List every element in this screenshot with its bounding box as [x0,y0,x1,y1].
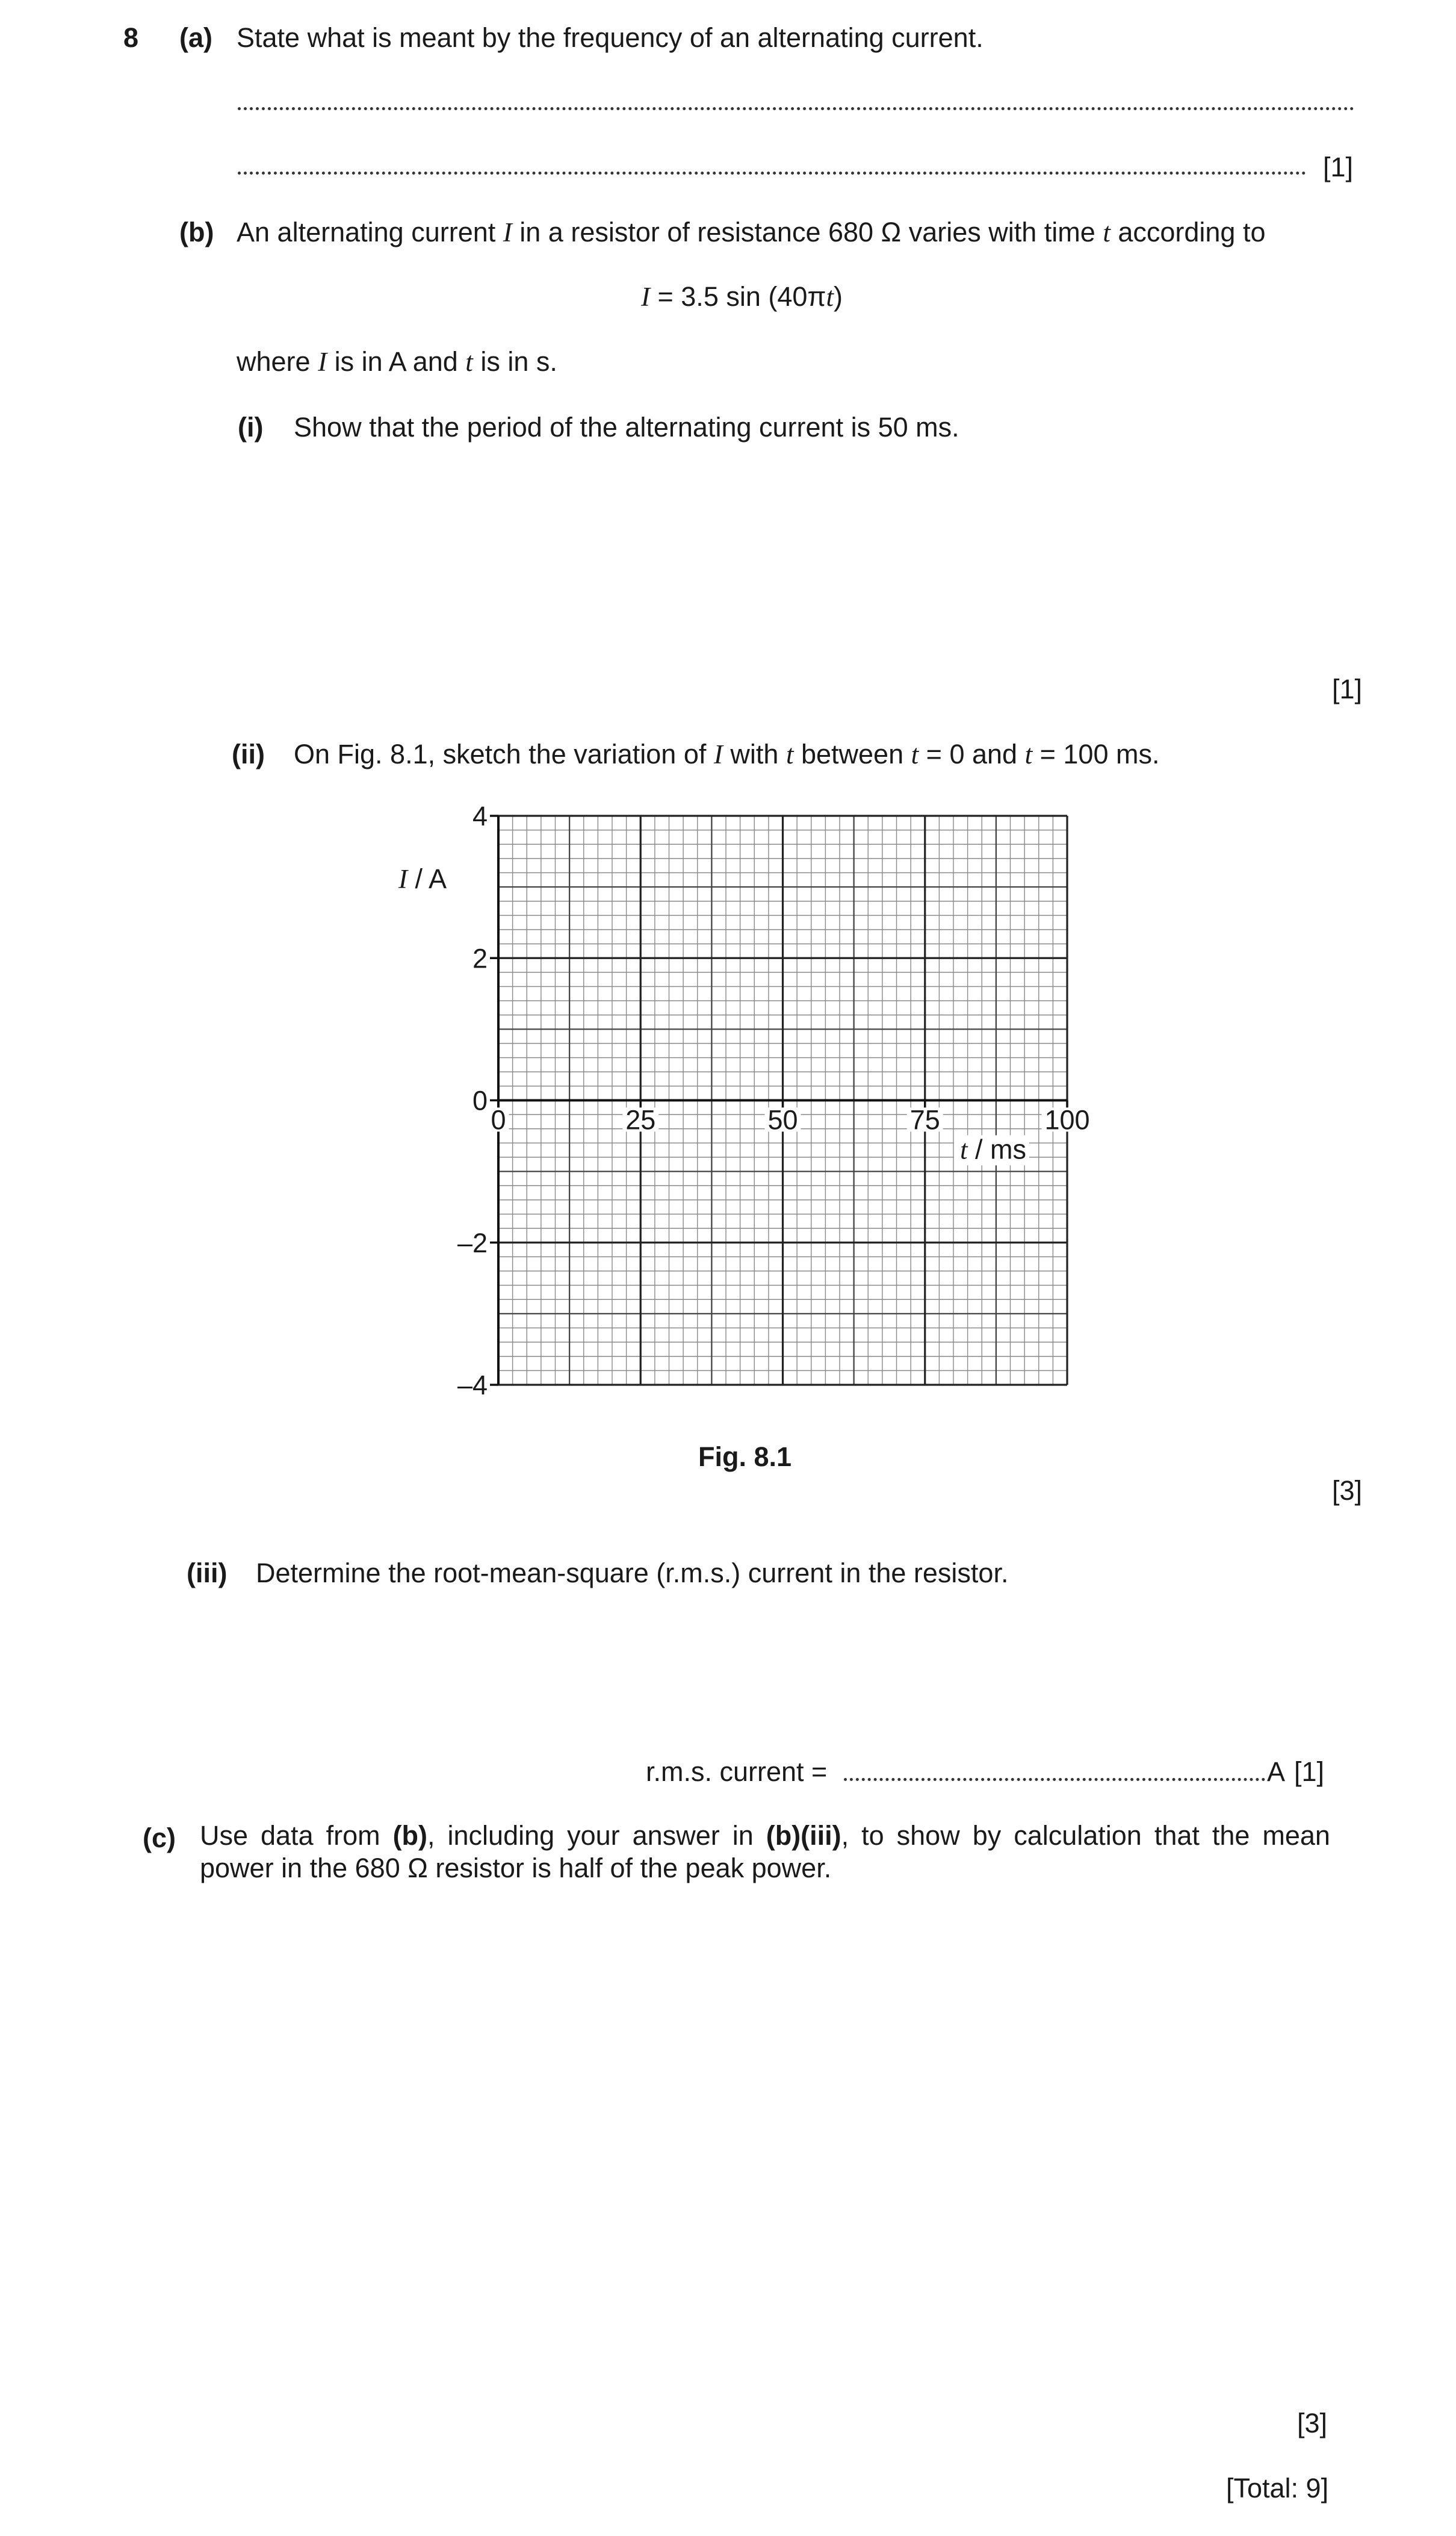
figure-8-1-graph[interactable] [0,783,1456,1445]
y-tick-label: –2 [457,1227,488,1258]
part-b-ii-text: On Fig. 8.1, sketch the variation of I with t between t = 0 and t = 100 ms. [294,739,1160,769]
part-b-label: (b) [179,217,214,247]
answer-line-a-2[interactable] [238,172,1306,175]
y-tick-label: 2 [472,943,488,974]
figure-caption: Fig. 8.1 [698,1441,792,1472]
part-a-text: State what is meant by the frequency of an alternating current. [237,22,984,53]
part-a-label: (a) [179,22,212,53]
where-text: where I is in A and t is in s. [237,346,557,377]
x-tick-label: 25 [625,1104,656,1136]
part-c-text: Use data from (b), including your answer in (b)(iii), to show by calculation that the mean power in the 680 Ω resistor is half of the peak power. [200,1820,1330,1883]
x-tick-label: 0 [491,1104,506,1136]
part-b-intro: An alternating current I in a resistor of resistance 680 Ω varies with time t according to [237,217,1266,247]
y-tick-label: 4 [472,801,488,831]
part-b-i-text: Show that the period of the alternating current is 50 ms. [294,412,959,443]
part-b-iii-label: (iii) [187,1558,228,1588]
equation: I = 3.5 sin (40πt) [641,281,843,312]
rms-answer-label: r.m.s. current = [646,1756,828,1787]
x-tick-label: 75 [909,1104,940,1136]
rms-answer-line[interactable] [844,1778,1265,1781]
part-b-i-label: (i) [238,412,264,443]
part-b-i-marks: [1] [1332,674,1363,704]
part-c-marks: [3] [1297,2408,1328,2438]
part-b-iii-text: Determine the root-mean-square (r.m.s.) current in the resistor. [256,1558,1009,1588]
x-tick-label: 100 [1044,1104,1090,1136]
part-a-marks: [1] [1323,152,1354,182]
part-b-ii-label: (ii) [232,739,265,769]
x-tick-label: 50 [767,1104,798,1136]
rms-answer-unit: A [1267,1756,1286,1787]
part-b-ii-marks: [3] [1332,1475,1363,1506]
question-number: 8 [123,22,139,53]
part-c-label: (c) [143,1823,176,1853]
answer-line-a-1[interactable] [238,107,1354,110]
total-marks: [Total: 9] [1226,2473,1329,2503]
y-axis-label: I / A [398,863,447,894]
part-b-iii-marks: [1] [1294,1756,1325,1787]
y-tick-label: –4 [457,1370,488,1400]
x-axis-label: t / ms [960,1134,1027,1165]
y-tick-label: 0 [472,1085,488,1116]
